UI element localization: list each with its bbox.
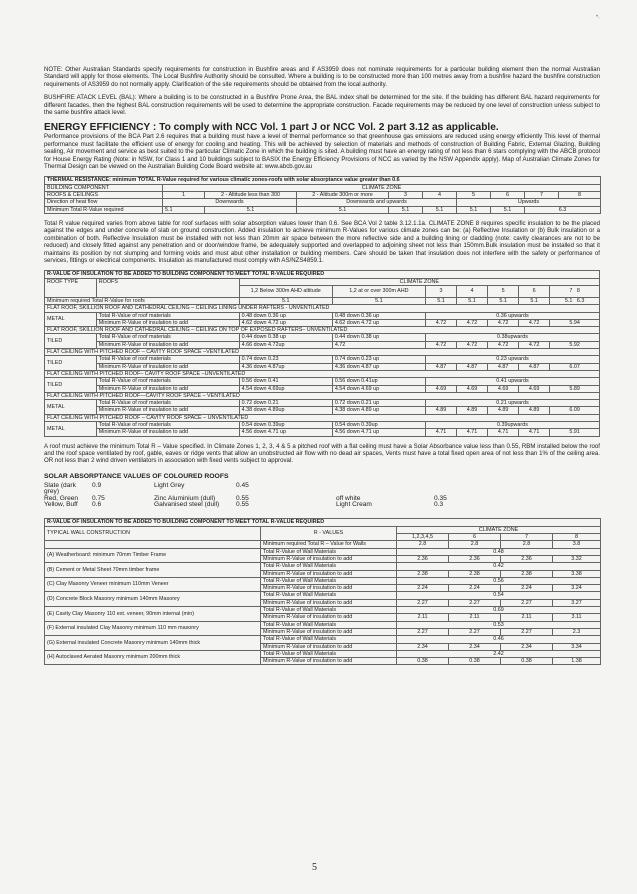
solar-value: Zinc Aluminium (dull) bbox=[154, 494, 216, 502]
wall-rvalue-table bbox=[44, 518, 601, 665]
wall-construction-name: (H) Autoclaved Aerated Masonry minimum 200mm thick bbox=[45, 650, 261, 665]
roof-cell: 4.72 bbox=[519, 319, 550, 326]
table-row bbox=[45, 563, 601, 570]
roof-cell: 0.72 down 0.21 bbox=[239, 400, 332, 407]
thermal-table-title: THERMAL RESISTANCE: minimum TOTAL R-Value required for various climatic zones-roofs with solar absorptance value greater than 0.6 bbox=[45, 177, 601, 184]
page-content bbox=[44, 66, 600, 665]
wall-cell: 2.34 bbox=[501, 643, 553, 650]
solar-value: 0.55 bbox=[236, 494, 249, 502]
solar-absorptance-heading: SOLAR ABSORPTANCE VALUES OF COLOURED ROOFS bbox=[44, 472, 229, 480]
solar-value: 0.3 bbox=[434, 501, 444, 509]
roof-cell: 0.56 down 0.41up bbox=[332, 378, 425, 385]
roof-cell: 4.54 down 4.69up bbox=[239, 385, 332, 392]
wall-construction-name: (D) Concrete Block Masonry minimum 140mm Masonry bbox=[45, 592, 261, 607]
roof-cell: 4.87 bbox=[425, 363, 456, 370]
solar-value bbox=[336, 483, 434, 496]
wall-header-cell: R - VALUES bbox=[261, 526, 397, 541]
wall-cell: 2.8 bbox=[397, 541, 449, 548]
wall-row-label: Total R-Value of Wall Materials bbox=[261, 621, 397, 628]
roof-cell: 0.23 upwards bbox=[425, 356, 599, 363]
wall-cell: 2.38 bbox=[397, 570, 449, 577]
roof-cell: 4.66 down 4.72up bbox=[239, 341, 332, 348]
roof-cell: 4.87 bbox=[457, 363, 488, 370]
roof-header-cell: 6 bbox=[519, 285, 550, 297]
roof-header-cell: CLIMATE ZONE bbox=[239, 278, 599, 285]
thermal-cell: 2 - Altitude less than 300 bbox=[205, 192, 297, 199]
solar-value: 0.75 bbox=[92, 494, 105, 502]
roof-row-label: Total R-Value of roof materials bbox=[96, 356, 239, 363]
table-row bbox=[45, 429, 600, 436]
thermal-header-cell: CLIMATE ZONE bbox=[163, 184, 601, 191]
thermal-cell: Downwards and upwards bbox=[297, 199, 457, 206]
wall-header-cell: 7 bbox=[501, 534, 553, 541]
roof-cell: 5.1 bbox=[332, 297, 425, 304]
roof-cell: 0.74 down 0.23 up bbox=[332, 356, 425, 363]
roof-group-header bbox=[45, 305, 600, 312]
thermal-cell: 5.1 bbox=[491, 206, 525, 213]
roof-row-label: Total R-Value of roof materials bbox=[96, 400, 239, 407]
roof-group-header bbox=[45, 327, 600, 334]
wall-cell: 2.34 bbox=[449, 643, 501, 650]
wall-cell: 0.42 bbox=[397, 563, 601, 570]
roof-header-cell: ROOFS bbox=[96, 278, 239, 297]
roof-type-cell: METAL bbox=[45, 400, 97, 415]
solar-value bbox=[434, 483, 474, 496]
roof-cell: 5.1 bbox=[239, 297, 332, 304]
thermal-cell: 5 bbox=[457, 192, 491, 199]
wall-row-label: Minimum R-Value of insulation to add bbox=[261, 658, 397, 665]
wall-cell: 3.24 bbox=[553, 585, 601, 592]
wall-cell: 3.32 bbox=[553, 555, 601, 562]
wall-header-cell: 6 bbox=[449, 534, 501, 541]
roof-cell: 0.39upwards bbox=[425, 422, 599, 429]
roof-cell: 5.1 bbox=[457, 297, 488, 304]
roof-cell: 4.69 bbox=[425, 385, 456, 392]
corner-mark: •. bbox=[596, 14, 600, 20]
thermal-cell: 2 - Altitude 300m or more bbox=[297, 192, 389, 199]
wall-cell: 0.38 bbox=[501, 658, 553, 665]
roof-cell: 4.72 bbox=[425, 319, 456, 326]
thermal-resistance-table bbox=[44, 176, 601, 213]
thermal-cell: 5.1 bbox=[163, 206, 205, 213]
roof-cell: 4.72 bbox=[488, 319, 519, 326]
wall-row-label: Minimum R-Value of insulation to add bbox=[261, 628, 397, 635]
page-number: 5 bbox=[312, 862, 317, 873]
roof-cell: 5.89 bbox=[550, 385, 600, 392]
roof-group-title: FLAT CEILING WITH PITCHED ROOF – CAVITY ROOF SPACE –VENTILATED bbox=[45, 349, 600, 356]
roof-cell: 4.87 bbox=[519, 363, 550, 370]
roof-group-title: FLAT CEILING WITH PITCHED ROOF—CAVITY ROOF SPACE – VENTILATED bbox=[45, 392, 600, 399]
roof-cell: 0.41 upwards bbox=[425, 378, 599, 385]
table-row bbox=[45, 650, 601, 657]
wall-row-label: Total R-Value of Wall Materials bbox=[261, 636, 397, 643]
roof-type-cell: TILED bbox=[45, 378, 97, 393]
roof-header-cell: ROOF TYPE bbox=[45, 278, 97, 297]
thermal-cell: 5.1 bbox=[423, 206, 457, 213]
wall-cell: 2.34 bbox=[397, 643, 449, 650]
solar-value: Light Grey bbox=[154, 481, 185, 489]
wall-row-label: Total R-Value of Wall Materials bbox=[261, 563, 397, 570]
roof-cell: 4.71 bbox=[425, 429, 456, 436]
wall-cell: 2.11 bbox=[501, 614, 553, 621]
roof-cell: 4.54 down 4.69 up bbox=[332, 385, 425, 392]
wall-cell: 0.53 bbox=[397, 621, 601, 628]
solar-value: Slate (dark grey) bbox=[44, 481, 76, 496]
wall-cell: 0.54 bbox=[397, 592, 601, 599]
roof-cell: 0.44 down 0.38 up bbox=[332, 334, 425, 341]
wall-cell: 2.27 bbox=[449, 599, 501, 606]
roof-min-label: Minimum required Total R-Value for roofs bbox=[45, 297, 240, 304]
roof-row-label: Minimum R-Value of insulation to add bbox=[96, 385, 239, 392]
roof-group-header bbox=[45, 414, 600, 421]
wall-cell: 3.27 bbox=[553, 599, 601, 606]
wall-cell: 1.38 bbox=[553, 658, 601, 665]
bal-paragraph: BUSHFIRE ATACK LEVEL (BAL): Where a building is to be constructed in a Bushfire Prone Area, the BAL index shall be determined for the site. If the building has different BAL hazard requirements for different facades, then the highest BAL construction requirements will be used to determine the appropriate construction. Facade requirements may be reduced by one level of construction unless subject to the same bushfire attack level. bbox=[44, 94, 600, 117]
roof-cell: 4.87 bbox=[488, 363, 519, 370]
roof-cell: 4.71 bbox=[488, 429, 519, 436]
roof-group-header bbox=[45, 349, 600, 356]
wall-cell: 2.11 bbox=[397, 614, 449, 621]
roof-cell: 0.48 down 0.36 up bbox=[239, 312, 332, 319]
roof-cell: 5.1 bbox=[488, 297, 519, 304]
roof-row-label: Total R-Value of roof materials bbox=[96, 422, 239, 429]
table-row bbox=[45, 548, 601, 555]
roof-row-label: Total R-Value of roof materials bbox=[96, 334, 239, 341]
solar-value: 0.9 bbox=[92, 481, 102, 489]
table-row bbox=[45, 385, 600, 392]
solar-value: Light Cream bbox=[336, 501, 372, 509]
thermal-cell: Minimum Total R-Value required bbox=[45, 206, 163, 213]
roof-header-cell: 5 bbox=[488, 285, 519, 297]
solar-value: 0.6 bbox=[92, 501, 102, 509]
roof-cell: 4.72 bbox=[457, 319, 488, 326]
wall-cell: 2.11 bbox=[449, 614, 501, 621]
thermal-cell: Downwards bbox=[163, 199, 297, 206]
roof-type-cell: TILED bbox=[45, 356, 97, 371]
wall-cell: 0.48 bbox=[397, 548, 601, 555]
wall-table-title: R-VALUE OF INSULATION TO BE ADDED TO BUILDING COMPONENT TO MEET TOTAL R-VALUE REQUIRED bbox=[45, 519, 601, 526]
table-row bbox=[45, 356, 600, 363]
table-row bbox=[45, 319, 600, 326]
wall-cell: 3.38 bbox=[553, 570, 601, 577]
roof-cell: 0.48 down 0.36 up bbox=[332, 312, 425, 319]
solar-value: Yellow, Buff bbox=[44, 501, 78, 509]
solar-absorptance-list bbox=[44, 483, 600, 509]
wall-construction-name: (C) Clay Masonry Veneer minimum 110mm Veneer bbox=[45, 577, 261, 592]
thermal-cell: 7 bbox=[525, 192, 559, 199]
wall-cell: 0.69 bbox=[397, 607, 601, 614]
wall-header-cell: TYPICAL WALL CONSTRUCTION bbox=[45, 526, 261, 541]
roof-row-label: Minimum R-Value of insulation to add bbox=[96, 429, 239, 436]
roof-cell: 5.1 bbox=[519, 297, 550, 304]
wall-cell: 2.8 bbox=[449, 541, 501, 548]
wall-construction-name: (E) Cavity Clay Masonry 110 ext. veneer, 90mm internal (min) bbox=[45, 607, 261, 622]
roof-group-title: FLAT CEILING WITH PITCHED ROOF– CAVITY ROOF SPACE –UNVENTILATED bbox=[45, 370, 600, 377]
roof-row-label: Total R-Value of roof materials bbox=[96, 378, 239, 385]
insulation-paragraph: Total R value required varies from above table for roof surfaces with solar absorption values lower than 0.6. See BCA Vol 2 table 3.12.1.1a. CLIMATE ZONE 8 requires specific insulation to be the placed against the edges and under concrete of slab on ground construction. Added insulation to achieve minimum R-Values for various climate zones can be: (a) Reflective Insulation or (b) Bulk insulation or a combination of both. Reflective Insulation must be installed with not less than 20mm air space between the more reflective side and a building lining or cladding (note: cavity clearances are not to be reduced) and closely fitted against any penetration and or door/window frame, be adequately supported and overlapped to adjoining sheet not less than 150mm.Bulk insulation must be installed so that it maintains its position by not slumping and forming voids and must abut other installation or building members. Care should be taken that insulation does not interfere with the safety or performance of services, fittings or electrical components. Insulation as manufactured must comply with AS/NZS4859.1. bbox=[44, 219, 600, 264]
roof-type-cell: METAL bbox=[45, 422, 97, 437]
wall-cell: 3.8 bbox=[553, 541, 601, 548]
wall-cell: 2.38 bbox=[449, 570, 501, 577]
wall-cell: 3.11 bbox=[553, 614, 601, 621]
wall-row-label: Total R-Value of Wall Materials bbox=[261, 577, 397, 584]
thermal-cell: 5.1 bbox=[389, 206, 423, 213]
roof-cell: 4.89 bbox=[457, 407, 488, 414]
roof-row-label: Minimum R-Value of insulation to add bbox=[96, 341, 239, 348]
roof-cell: 4.89 bbox=[488, 407, 519, 414]
roof-cell: 4.72 bbox=[519, 341, 550, 348]
roof-cell: 5.1 6.3 bbox=[550, 297, 600, 304]
wall-cell: 2.42 bbox=[397, 650, 601, 657]
roof-cell: 4.89 bbox=[425, 407, 456, 414]
wall-row-label: Minimum R-Value of insulation to add bbox=[261, 599, 397, 606]
wall-construction-name: (A) Weatherboard: minimum 70mm Timber Frame bbox=[45, 548, 261, 563]
wall-row-label: Total R-Value of Wall Materials bbox=[261, 607, 397, 614]
wall-cell: 2.24 bbox=[449, 585, 501, 592]
roof-cell: 4.56 down 4.71 up bbox=[239, 429, 332, 436]
roof-cell: 0.36 upwards bbox=[425, 312, 599, 319]
table-row bbox=[45, 407, 600, 414]
wall-row-label: Minimum R-Value of insulation to add bbox=[261, 585, 397, 592]
table-row bbox=[45, 636, 601, 643]
roof-cell: 4.36 down 4.87up bbox=[239, 363, 332, 370]
table-row bbox=[45, 341, 600, 348]
wall-row-label: Total R-Value of Wall Materials bbox=[261, 548, 397, 555]
thermal-cell: ROOFS & CEILINGS bbox=[45, 192, 163, 199]
energy-efficiency-heading: ENERGY EFFICIENCY : To comply with NCC Vol. 1 part J or NCC Vol. 2 part 3.12 as applicable. bbox=[44, 122, 499, 134]
table-row bbox=[45, 621, 601, 628]
thermal-cell: Upwards bbox=[457, 199, 601, 206]
roof-cell: 4.71 bbox=[519, 429, 550, 436]
roof-table-title: R-VALUE OF INSULATION TO BE ADDED TO BUILDING COMPONENT TO MEET TOTAL R-VALUE REQUIRED bbox=[45, 271, 600, 278]
wall-row-label: Minimum R-Value of insulation to add bbox=[261, 643, 397, 650]
roof-cell: 4.36 down 4.87 up bbox=[332, 363, 425, 370]
thermal-cell: 3 bbox=[389, 192, 423, 199]
roof-requirement-paragraph: A roof must achieve the minimum Total R – Value specified. In Climate Zones 1, 2, 3, 4 & 5 a pitched roof with a flat ceiling must have a Solar Absorbance value less than 0.55, RBM installed below the roof and the roof space ventilated by roof, gable, eaves or ridge vents that allow an unobstructed air flow with no dead air spaces, Vents must have a total fixed open area of not less than 1% of the ceiling area. OR not less than 2 wind driven ventilators in association with fixed vents subject to approval. bbox=[44, 442, 600, 465]
table-row bbox=[45, 312, 600, 319]
wall-cell: 2.24 bbox=[397, 585, 449, 592]
wall-row-label: Minimum R-Value of insulation to add bbox=[261, 555, 397, 562]
wall-header-cell: 1,2,3,4,5 bbox=[397, 534, 449, 541]
roof-cell: 4.56 down 4.71 up bbox=[332, 429, 425, 436]
roof-cell: 4.72 bbox=[332, 341, 425, 348]
roof-header-cell: 3 bbox=[425, 285, 456, 297]
roof-group-header bbox=[45, 392, 600, 399]
roof-cell: 4.69 bbox=[457, 385, 488, 392]
wall-cell: 0.56 bbox=[397, 577, 601, 584]
wall-cell: 2.27 bbox=[449, 628, 501, 635]
wall-rows bbox=[45, 548, 601, 665]
wall-cell: 0.38 bbox=[397, 658, 449, 665]
roof-cell: 0.56 down 0.41 bbox=[239, 378, 332, 385]
wall-header-cell: 8 bbox=[553, 534, 601, 541]
solar-value: 0.35 bbox=[434, 494, 447, 502]
wall-construction-name: (G) External insulated Concrete Masonry minimum 140mm thick bbox=[45, 636, 261, 651]
thermal-cell: 6 bbox=[491, 192, 525, 199]
wall-row-label: Total R-Value of Wall Materials bbox=[261, 592, 397, 599]
roof-cell: 5.91 bbox=[550, 429, 600, 436]
wall-cell: 2.27 bbox=[397, 599, 449, 606]
table-row bbox=[45, 363, 600, 370]
roof-group-header bbox=[45, 370, 600, 377]
wall-header-cell: CLIMATE ZONE bbox=[397, 526, 601, 533]
roof-cell: 0.74 down 0.23 bbox=[239, 356, 332, 363]
wall-cell: 2.8 bbox=[501, 541, 553, 548]
wall-cell: 2.38 bbox=[501, 570, 553, 577]
roof-cell: 4.38 down 4.89up bbox=[239, 407, 332, 414]
table-row bbox=[45, 607, 601, 614]
wall-row-label: Total R-Value of Wall Materials bbox=[261, 650, 397, 657]
roof-cell: 4.62 down 4.72 up bbox=[239, 319, 332, 326]
energy-efficiency-paragraph: Performance provisions of the BCA Part 2.6 requires that a building must have a level of thermal performance so that greenhouse gas emissions are reduced using energy efficiently This level of thermal performance must facilitate the efficient use of energy for cooling and heating. This will be achieved by selection of materials and methods of construction of Building Fabric, External Glazing, Building sealing, Air movement and service as best suited to the particular Climatic Zone in which the building is sited. A building must have an energy rating of not less than 6 stars complying with the ABCB protocol for House Energy Rating (Note: in NSW, for Class 1 and 10 buildings subject to BASIX the Energy Efficiency Provisions of NCC as varied by the NSW Appendix apply). Map of Australian Climate Zones for Thermal Design can be viewed on the Australian Building Code Board website at: www.abcb.gov.au bbox=[44, 133, 600, 171]
wall-row-label: Minimum R-Value of insulation to add bbox=[261, 570, 397, 577]
table-row bbox=[45, 577, 601, 584]
roof-cell: 4.89 bbox=[519, 407, 550, 414]
table-row bbox=[45, 592, 601, 599]
roof-cell: 0.54 down 0.39up bbox=[332, 422, 425, 429]
roof-cell: 4.62 down 4.72 up bbox=[332, 319, 425, 326]
wall-cell: 0.46 bbox=[397, 636, 601, 643]
solar-value: Galvanised steel (dull) bbox=[154, 501, 220, 509]
table-row bbox=[45, 378, 600, 385]
wall-cell: 0.38 bbox=[449, 658, 501, 665]
roof-row-label: Minimum R-Value of insulation to add bbox=[96, 363, 239, 370]
wall-cell: 2.36 bbox=[397, 555, 449, 562]
table-row bbox=[45, 400, 600, 407]
roof-header-cell: 1,2 at or over 300m AHD bbox=[332, 285, 425, 297]
thermal-cell: 1 bbox=[163, 192, 205, 199]
solar-value: off white bbox=[336, 494, 361, 502]
thermal-cell: 5.1 bbox=[457, 206, 491, 213]
roof-cell: 4.72 bbox=[425, 341, 456, 348]
roof-cell: 5.94 bbox=[550, 319, 600, 326]
roof-cell: 6.09 bbox=[550, 407, 600, 414]
roof-cell: 5.92 bbox=[550, 341, 600, 348]
roof-cell: 0.72 down 0.21 up bbox=[332, 400, 425, 407]
roof-header-cell: 1,2 Below 300m AHD altitude bbox=[239, 285, 332, 297]
solar-value: Red, Green bbox=[44, 494, 79, 502]
table-row bbox=[45, 334, 600, 341]
solar-value: 0.55 bbox=[236, 501, 249, 509]
roof-cell: 4.38 down 4.89 up bbox=[332, 407, 425, 414]
wall-construction-name: (B) Cement or Metal Sheet 70mm timber frame bbox=[45, 563, 261, 578]
roof-row-label: Minimum R-Value of insulation to add bbox=[96, 319, 239, 326]
wall-cell: 2.24 bbox=[501, 585, 553, 592]
roof-header-cell: 7 8 bbox=[550, 285, 600, 297]
roof-group-title: FLAT CEILING WITH PITCHED ROOF – CAVITY ROOF SPACE – UNVENTILATED bbox=[45, 414, 600, 421]
solar-value: 0.45 bbox=[236, 481, 249, 489]
thermal-cell: 5.1 bbox=[205, 206, 297, 213]
thermal-cell: 5.1 bbox=[297, 206, 389, 213]
roof-cell: 4.72 bbox=[457, 341, 488, 348]
wall-cell: 2.3 bbox=[553, 628, 601, 635]
wall-min-label: Minimum required Total R – Value for Walls bbox=[261, 541, 397, 548]
note-paragraph: NOTE: Other Australian Standards specify requirements for construction in Bushfire areas and if AS3959 does not nominate requirements for a particular building element then the normal Australian Standard will apply for those elements. The Local Bushfire Authority should be consulted. Where a building is to be constructed more than 100 metres away from a bushfire hazard the bushfire construction requirements of AS3959 do not normally apply. Clarification of the site requirements should be obtained from the local authority. bbox=[44, 66, 600, 88]
roof-header-cell: 4 bbox=[457, 285, 488, 297]
roof-type-cell: METAL bbox=[45, 312, 97, 327]
table-row bbox=[45, 422, 600, 429]
roof-row-label: Total R-Value of roof materials bbox=[96, 312, 239, 319]
wall-cell: 2.36 bbox=[449, 555, 501, 562]
wall-row-label: Minimum R-Value of insulation to add bbox=[261, 614, 397, 621]
wall-cell: 2.27 bbox=[397, 628, 449, 635]
roof-cell: 0.54 down 0.39up bbox=[239, 422, 332, 429]
thermal-cell: 6.3 bbox=[525, 206, 601, 213]
roof-type-cell: TILED bbox=[45, 334, 97, 349]
roof-cell: 4.71 bbox=[457, 429, 488, 436]
thermal-header-cell: BUILDING COMPONENT bbox=[45, 184, 163, 191]
wall-cell: 3.34 bbox=[553, 643, 601, 650]
roof-cell: 5.1 bbox=[425, 297, 456, 304]
wall-cell: 2.36 bbox=[501, 555, 553, 562]
roof-row-label: Minimum R-Value of insulation to add bbox=[96, 407, 239, 414]
roof-group-title: FLAT ROOF, SKILLION ROOF AND CATHEDRAL CEILING – CEILING ON TOP OF EXPOSED RAFTERS– UNVENTILATED bbox=[45, 327, 600, 334]
roof-rvalue-table bbox=[44, 270, 600, 436]
roof-cell: 0.38upwards bbox=[425, 334, 599, 341]
roof-cell: 0.21 upwards bbox=[425, 400, 599, 407]
roof-group-title: FLAT ROOF, SKILLION ROOF AND CATHEDRAL CEILING – CEILING LINING UNDER RAFTERS - UNVENTILATED bbox=[45, 305, 600, 312]
wall-cell: 2.27 bbox=[501, 628, 553, 635]
roof-cell: 0.44 down 0.38 up bbox=[239, 334, 332, 341]
wall-cell bbox=[45, 541, 261, 548]
roof-cell: 4.69 bbox=[488, 385, 519, 392]
roof-cell: 4.72 bbox=[488, 341, 519, 348]
wall-construction-name: (F) External insulated Clay Masonry minimum 110 mm masonry bbox=[45, 621, 261, 636]
thermal-cell: 8 bbox=[559, 192, 601, 199]
thermal-cell: Direction of heat flow bbox=[45, 199, 163, 206]
roof-cell: 4.69 bbox=[519, 385, 550, 392]
roof-groups bbox=[45, 305, 600, 436]
thermal-cell: 4 bbox=[423, 192, 457, 199]
roof-cell: 6.07 bbox=[550, 363, 600, 370]
wall-cell: 2.27 bbox=[501, 599, 553, 606]
